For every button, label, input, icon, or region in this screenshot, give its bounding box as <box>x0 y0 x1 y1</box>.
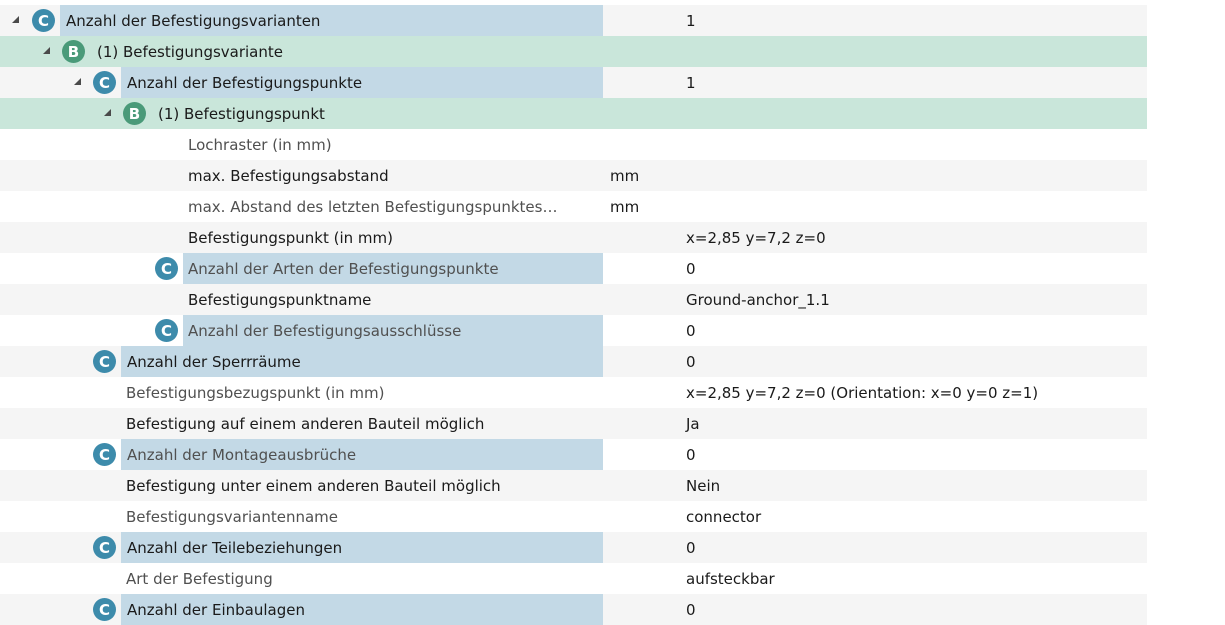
property-unit: mm <box>610 166 640 185</box>
tree-row-lochraster[interactable] <box>0 129 1147 160</box>
property-name: Befestigungspunktname <box>188 290 372 309</box>
b-badge-icon: B <box>62 40 85 63</box>
property-name: Anzahl der Befestigungsvarianten <box>66 11 321 30</box>
c-badge-icon: C <box>93 598 116 621</box>
tree-row-max-befestigungsabstand[interactable] <box>0 160 1147 191</box>
property-name: Anzahl der Montageausbrüche <box>127 445 357 464</box>
b-badge-icon: B <box>123 102 146 125</box>
property-name-cell <box>121 594 603 625</box>
property-name-cell <box>126 470 603 501</box>
tree-row-anzahl-teilebeziehungen[interactable] <box>0 532 1147 563</box>
property-value[interactable]: 0 <box>686 352 696 371</box>
property-name-cell <box>188 222 603 253</box>
tree-row-befestigungspunkt-koordinaten[interactable] <box>0 222 1147 253</box>
property-value[interactable]: aufsteckbar <box>686 569 775 588</box>
tree-row-befestigungspunkt-1[interactable] <box>0 98 1147 129</box>
expand-arrow-icon[interactable] <box>74 78 81 85</box>
c-badge-icon: C <box>93 71 116 94</box>
tree-row-max-abstand-letzter-punkt[interactable] <box>0 191 1147 222</box>
property-value[interactable]: Ja <box>686 414 700 433</box>
property-name: max. Abstand des letzten Befestigungspunktes… <box>188 197 558 216</box>
property-name: Befestigung auf einem anderen Bauteil möglich <box>126 414 485 433</box>
tree-row-befestigungsbezugspunkt[interactable] <box>0 377 1147 408</box>
property-value[interactable]: Nein <box>686 476 721 495</box>
c-badge-icon: C <box>32 9 55 32</box>
property-value[interactable]: 0 <box>686 321 696 340</box>
tree-row-befestigungsvariantenname[interactable] <box>0 501 1147 532</box>
tree-row-anzahl-befestigungsvarianten[interactable] <box>0 5 1147 36</box>
tree-row-anzahl-befestigungspunkte[interactable] <box>0 67 1147 98</box>
c-badge-icon: C <box>155 257 178 280</box>
property-name: Anzahl der Befestigungsausschlüsse <box>188 321 462 340</box>
property-name: Anzahl der Befestigungspunkte <box>127 73 363 92</box>
property-value[interactable]: connector <box>686 507 762 526</box>
tree-row-anzahl-arten-befestigungspunkte[interactable] <box>0 253 1147 284</box>
property-value[interactable]: 1 <box>686 11 696 30</box>
property-name: Anzahl der Sperrräume <box>127 352 301 371</box>
property-name-cell <box>121 67 603 98</box>
property-value[interactable]: x=2,85 y=7,2 z=0 (Orientation: x=0 y=0 z=1) <box>686 383 1039 402</box>
property-name: max. Befestigungsabstand <box>188 166 389 185</box>
property-name: Befestigung unter einem anderen Bauteil möglich <box>126 476 501 495</box>
property-name: Befestigungspunkt (in mm) <box>188 228 394 247</box>
tree-row-anzahl-einbaulagen[interactable] <box>0 594 1147 625</box>
property-unit: mm <box>610 197 640 216</box>
property-name: Anzahl der Teilebeziehungen <box>127 538 343 557</box>
property-value[interactable]: 1 <box>686 73 696 92</box>
c-badge-icon: C <box>93 443 116 466</box>
property-name-cell <box>183 315 603 346</box>
property-value[interactable]: Ground-anchor_1.1 <box>686 290 830 309</box>
property-value[interactable]: x=2,85 y=7,2 z=0 <box>686 228 826 247</box>
property-name: Befestigungsbezugspunkt (in mm) <box>126 383 385 402</box>
expand-arrow-icon[interactable] <box>104 109 111 116</box>
expand-arrow-icon[interactable] <box>12 16 19 23</box>
property-name-cell <box>92 36 1142 67</box>
c-badge-icon: C <box>93 536 116 559</box>
expand-arrow-icon[interactable] <box>43 47 50 54</box>
property-value[interactable]: 0 <box>686 600 696 619</box>
property-name-cell <box>188 160 603 191</box>
property-name: Anzahl der Einbaulagen <box>127 600 305 619</box>
property-name-cell <box>153 98 1143 129</box>
property-name-cell <box>126 377 603 408</box>
property-value[interactable]: 0 <box>686 538 696 557</box>
property-value[interactable]: 0 <box>686 259 696 278</box>
property-name-cell <box>60 5 603 36</box>
property-name-cell <box>126 408 603 439</box>
property-name-cell <box>121 346 603 377</box>
property-name-cell <box>188 191 603 222</box>
property-name: Art der Befestigung <box>126 569 273 588</box>
c-badge-icon: C <box>93 350 116 373</box>
property-name: (1) Befestigungspunkt <box>158 104 325 123</box>
tree-row-befestigungsvariante-1[interactable] <box>0 36 1147 67</box>
property-name: Anzahl der Arten der Befestigungspunkte <box>188 259 499 278</box>
property-value[interactable]: 0 <box>686 445 696 464</box>
tree-row-befestigung-auf-anderem-bauteil[interactable] <box>0 408 1147 439</box>
property-name-cell <box>183 253 603 284</box>
property-name-cell <box>121 439 603 470</box>
property-tree <box>0 5 1147 625</box>
tree-row-befestigung-unter-anderem-bauteil[interactable] <box>0 470 1147 501</box>
c-badge-icon: C <box>155 319 178 342</box>
property-name: Lochraster (in mm) <box>188 135 332 154</box>
tree-row-anzahl-befestigungsausschluesse[interactable] <box>0 315 1147 346</box>
tree-row-art-der-befestigung[interactable] <box>0 563 1147 594</box>
property-name-cell <box>121 532 603 563</box>
property-name-cell <box>188 284 603 315</box>
property-name: (1) Befestigungsvariante <box>97 42 283 61</box>
property-name: Befestigungsvariantenname <box>126 507 339 526</box>
property-name-cell <box>126 501 603 532</box>
property-name-cell <box>188 129 603 160</box>
property-name-cell <box>126 563 603 594</box>
tree-row-anzahl-sperrraeume[interactable] <box>0 346 1147 377</box>
tree-row-befestigungspunktname[interactable] <box>0 284 1147 315</box>
tree-row-anzahl-montageausbrueche[interactable] <box>0 439 1147 470</box>
